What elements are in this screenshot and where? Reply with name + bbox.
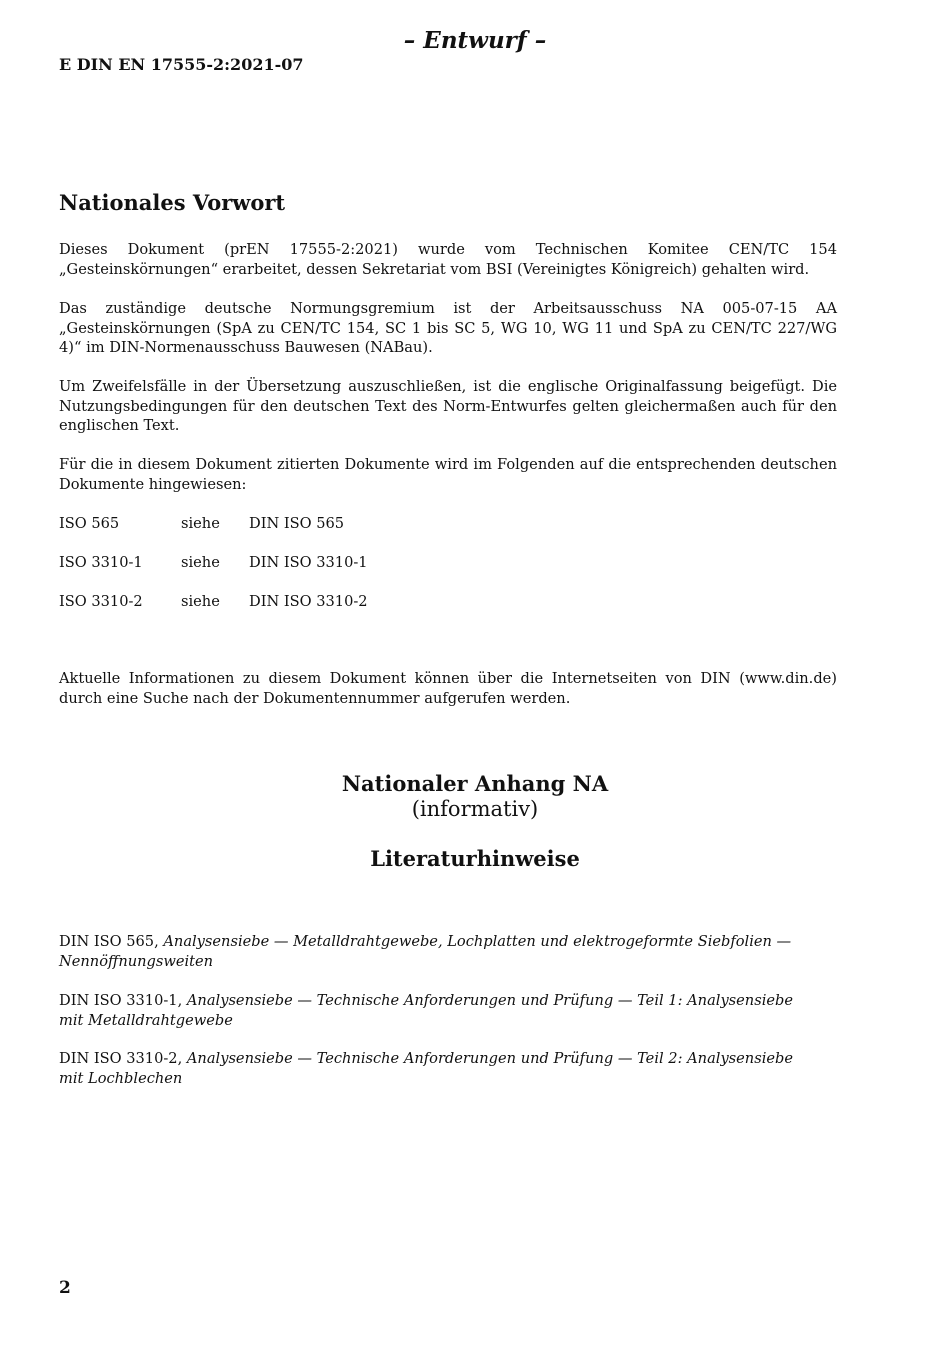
paragraph: Das zuständige deutsche Normungsgremium ist der Arbeitsausschuss NA 005-07-15 AA „Gesteinskörnungen (SpA zu CEN/TC 154, SC 1 bis SC 5, WG 10, WG 11 und SpA zu CEN/TC 227/WG 4)“ im DIN-Normenausschuss Bauwesen (NABau).	[59, 300, 837, 357]
din-reference: DIN ISO 565	[249, 515, 345, 532]
closing-paragraph: Aktuelle Informationen zu diesem Dokument können über die Internetseiten von DIN (www.din.de) durch eine Suche nach der Dokumentennummer aufgerufen werden.	[59, 670, 837, 707]
see-label: siehe	[181, 593, 220, 610]
bibliography-ref: DIN ISO 3310-1,	[59, 992, 183, 1009]
bibliography-entry	[59, 932, 799, 971]
bibliography-entry	[59, 1049, 799, 1088]
bibliography-entry	[59, 991, 799, 1030]
section-heading-vorwort: Nationales Vorwort	[59, 190, 286, 215]
iso-reference: ISO 565	[59, 515, 120, 532]
bibliography-title: Analysensiebe — Metalldrahtgewebe, Lochplatten und elektrogeformte Siebfolien — Nennöffnungsweiten	[59, 933, 792, 970]
draft-label: – Entwurf –	[403, 27, 547, 54]
bibliography-ref: DIN ISO 3310-2,	[59, 1050, 183, 1067]
annex-subtitle: (informativ)	[411, 797, 539, 821]
bibliography-title: Analysensiebe — Technische Anforderungen und Prüfung — Teil 1: Analysensiebe mit Metalldrahtgewebe	[59, 992, 793, 1029]
iso-reference: ISO 3310-1	[59, 554, 143, 571]
bibliography-ref: DIN ISO 565,	[59, 933, 159, 950]
page-number: 2	[59, 1278, 71, 1298]
annex-title: Nationaler Anhang NA	[341, 771, 609, 796]
iso-reference: ISO 3310-2	[59, 593, 143, 610]
paragraph: Dieses Dokument (prEN 17555-2:2021) wurde vom Technischen Komitee CEN/TC 154 „Gesteinskörnungen“ erarbeitet, dessen Sekretariat vom BSI (Vereinigtes Königreich) gehalten wird.	[59, 241, 837, 278]
literature-heading: Literaturhinweise	[370, 846, 580, 871]
see-label: siehe	[181, 554, 220, 571]
see-label: siehe	[181, 515, 220, 532]
document-id: E DIN EN 17555-2:2021-07	[59, 55, 304, 74]
paragraph: Um Zweifelsfälle in der Übersetzung auszuschließen, ist die englische Originalfassung beigefügt. Die Nutzungsbedingungen für den deutschen Text des Norm-Entwurfes gelten gleichermaßen auch für den englischen Text.	[59, 378, 837, 435]
paragraph: Für die in diesem Dokument zitierten Dokumente wird im Folgenden auf die entsprechenden deutschen Dokumente hingewiesen:	[59, 456, 837, 493]
din-reference: DIN ISO 3310-2	[249, 593, 368, 610]
bibliography-title: Analysensiebe — Technische Anforderungen und Prüfung — Teil 2: Analysensiebe mit Lochblechen	[59, 1050, 793, 1087]
din-reference: DIN ISO 3310-1	[249, 554, 368, 571]
